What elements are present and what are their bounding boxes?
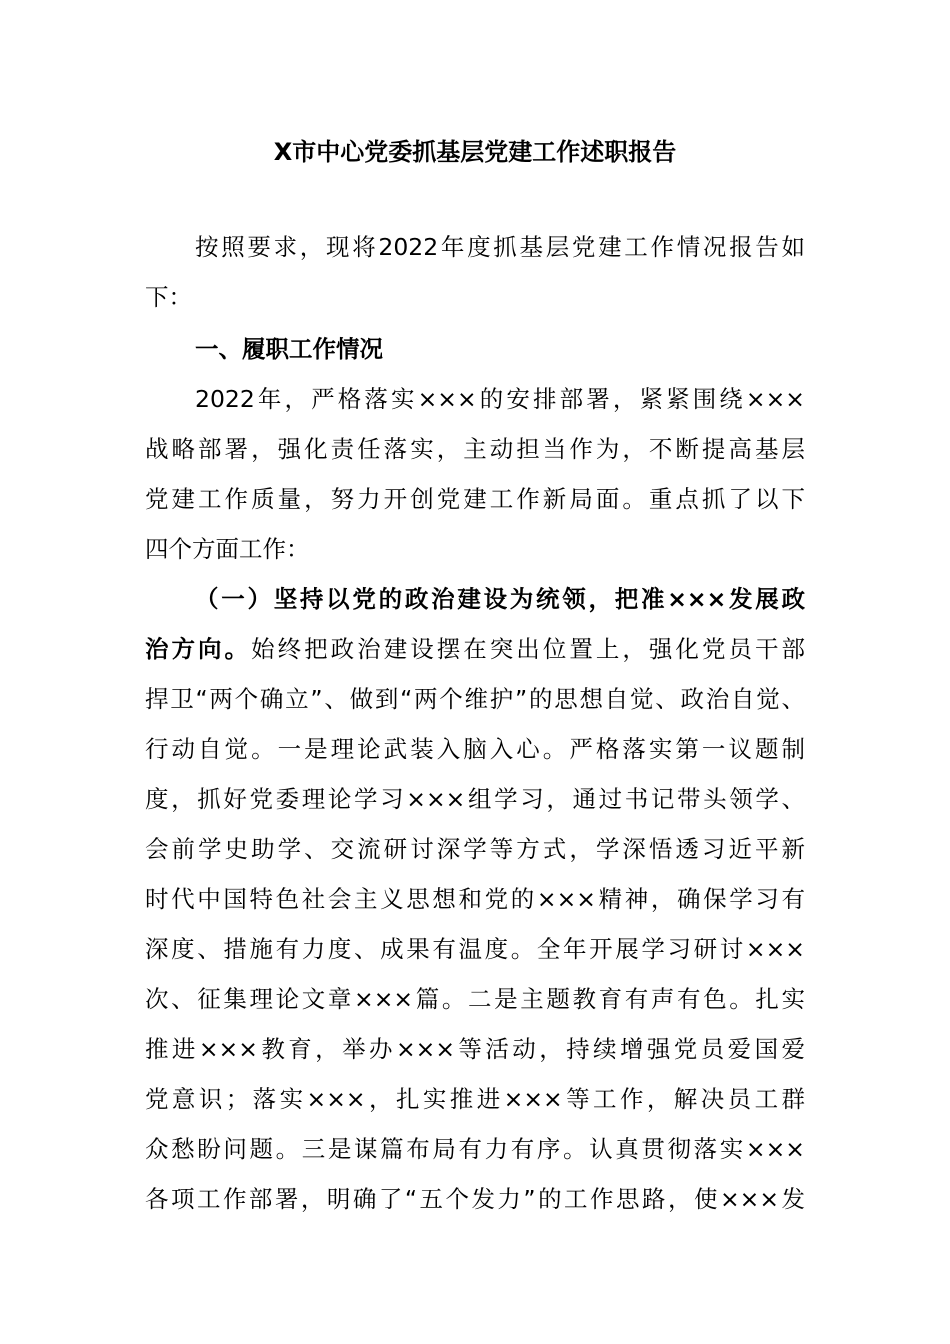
intro-line-1: 按照要求，现将2022年度抓基层党建工作情况报告如 [195,233,805,261]
paragraph-line: 党意识；落实×××，扎实推进×××等工作，解决员工群 [145,1085,805,1113]
paragraph-line: 捍卫“两个确立”、做到“两个维护”的思想自觉、政治自觉、 [145,685,805,713]
paragraph-line: 四个方面工作： [145,535,310,563]
paragraph-line: 会前学史助学、交流研讨深学等方式，学深悟透习近平新 [145,835,805,863]
paragraph-line: 时代中国特色社会主义思想和党的×××精神，确保学习有 [145,885,805,913]
paragraph-line: 行动自觉。一是理论武装入脑入心。严格落实第一议题制 [145,735,805,763]
paragraph-line: 度，抓好党委理论学习×××组学习，通过书记带头领学、 [145,785,805,813]
paragraph-line: 次、征集理论文章×××篇。二是主题教育有声有色。扎实 [145,985,805,1013]
document-title: X市中心党委抓基层党建工作述职报告 [273,138,677,166]
paragraph-line: 众愁盼问题。三是谋篇布局有力有序。认真贯彻落实××× [145,1135,805,1163]
paragraph-line: 各项工作部署，明确了“五个发力”的工作思路，使×××发 [145,1185,805,1213]
paragraph-line: 战略部署，强化责任落实，主动担当作为，不断提高基层 [145,435,805,463]
paragraph-text: 始终把政治建设摆在突出位置上，强化党员干部 [251,635,806,663]
subsection-heading: （一）坚持以党的政治建设为统领，把准×××发展政 [195,585,805,613]
intro-line-2: 下： [145,283,192,311]
subsection-heading-continued [145,624,805,674]
paragraph-line: 推进×××教育，举办×××等活动，持续增强党员爱国爱 [145,1035,805,1063]
section-heading: 一、履职工作情况 [195,335,383,363]
subsection-heading-tail: 治方向。 [145,635,252,663]
paragraph-line: 2022年，严格落实×××的安排部署，紧紧围绕××× [195,385,805,413]
paragraph-line: 党建工作质量，努力开创党建工作新局面。重点抓了以下 [145,485,805,513]
paragraph-line: 深度、措施有力度、成果有温度。全年开展学习研讨××× [145,935,805,963]
